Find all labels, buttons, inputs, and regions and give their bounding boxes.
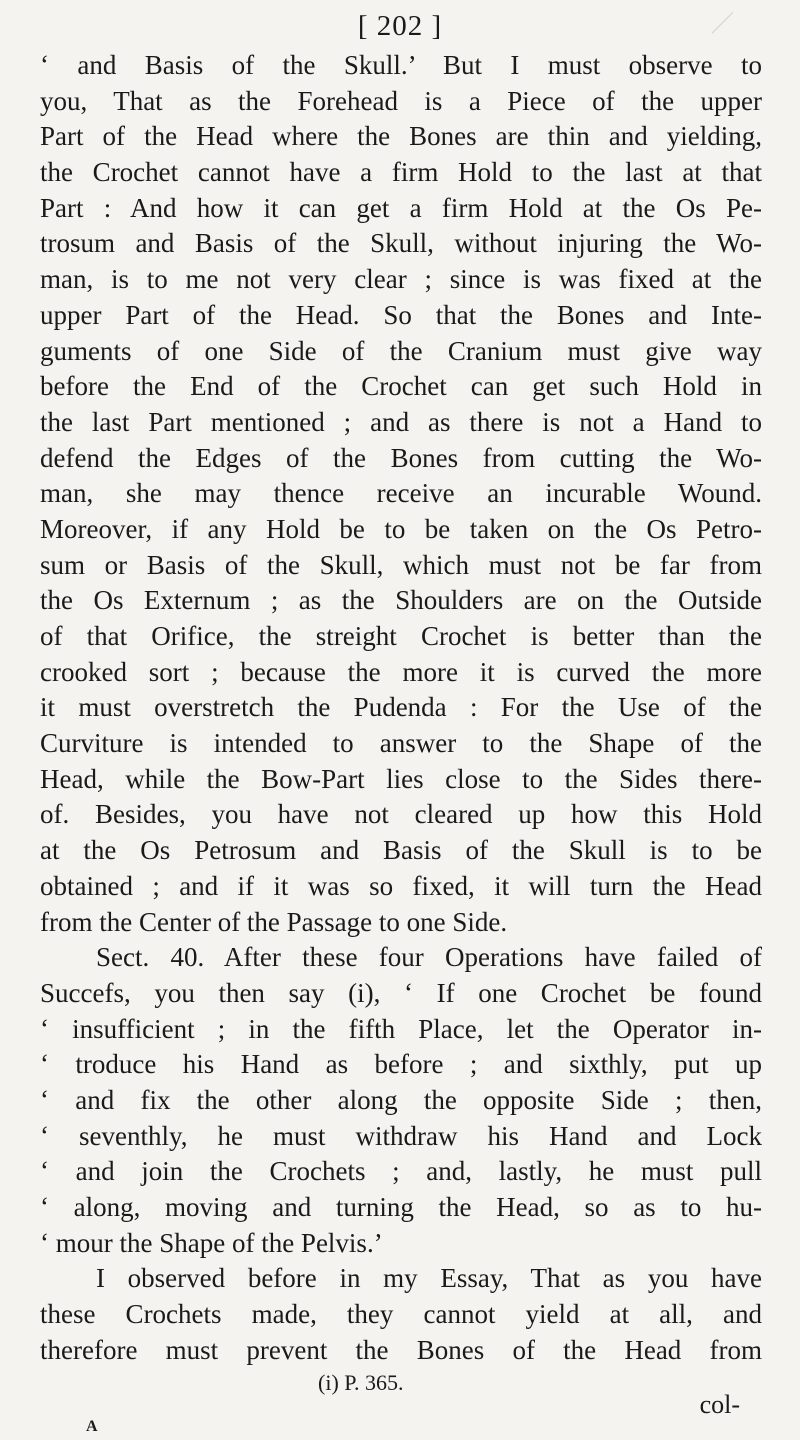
text-line: before the End of the Crochet can get such Hold in [40, 371, 762, 402]
text-line: you, That as the Forehead is a Piece of the upper [40, 85, 762, 116]
quoted-line: Succefs, you then say (i), ‘ If one Crochet be found [40, 977, 762, 1008]
footnote: (i) P. 365. [318, 1370, 404, 1395]
catchword: col- [699, 1390, 740, 1419]
text-line: Head, while the Bow-Part lies close to the Sides there- [40, 763, 762, 794]
signature-mark: A [86, 1418, 98, 1435]
text-line: defend the Edges of the Bones from cutting the Wo- [40, 442, 762, 473]
text-line: it must overstretch the Pudenda : For the Use of the [40, 692, 762, 723]
text-line: crooked sort ; because the more it is curved the more [40, 656, 762, 687]
quoted-line: ‘ insufficient ; in the fifth Place, let the Operator in- [40, 1013, 762, 1044]
quoted-line: ‘ mour the Shape of the Pelvis.’ [40, 1227, 383, 1258]
text-line: man, she may thence receive an incurable Wound. [40, 478, 762, 509]
text-line: Part : And how it can get a firm Hold at the Os Pe- [40, 192, 762, 223]
text-line: sum or Basis of the Skull, which must not be far from [40, 549, 762, 580]
text-line: ‘ and Basis of the Skull.’ But I must observe to [40, 50, 762, 80]
body-text [40, 48, 762, 1368]
quoted-line: ‘ and fix the other along the opposite Side ; then, [40, 1084, 762, 1115]
text-line: man, is to me not very clear ; since is was fixed at the [40, 264, 762, 295]
quoted-line: ‘ and join the Crochets ; and, lastly, he must pull [40, 1156, 762, 1187]
text-line: these Crochets made, they cannot yield at all, and [40, 1299, 762, 1330]
text-line: upper Part of the Head. So that the Bones and Inte- [40, 299, 762, 330]
text-line: Curviture is intended to answer to the Shape of the [40, 728, 762, 759]
text-line: obtained ; and if it was so fixed, it will turn the Head [40, 870, 762, 901]
text-line: guments of one Side of the Cranium must give way [40, 335, 762, 366]
text-line: of. Besides, you have not cleared up how this Hold [40, 799, 762, 830]
paragraph-first-line: I observed before in my Essay, That as you have [96, 1263, 762, 1294]
text-line: the Crochet cannot have a firm Hold to the last at that [40, 157, 762, 188]
text-line: at the Os Petrosum and Basis of the Skull is to be [40, 835, 762, 866]
text-line: Moreover, if any Hold be to be taken on the Os Petro- [40, 513, 762, 544]
text-line: Part of the Head where the Bones are thin and yielding, [40, 121, 762, 152]
text-line: the last Part mentioned ; and as there is not a Hand to [40, 406, 762, 437]
quoted-line: ‘ along, moving and turning the Head, so as to hu- [40, 1192, 762, 1222]
quoted-line: ‘ troduce his Hand as before ; and sixthly, put up [40, 1049, 762, 1080]
text-line: therefore must prevent the Bones of the Head from [40, 1334, 762, 1365]
text-line: of that Orifice, the streight Crochet is better than the [40, 621, 762, 651]
section-heading-line: Sect. 40. After these four Operations have failed of [96, 942, 762, 973]
text-line: trosum and Basis of the Skull, without injuring the Wo- [40, 228, 762, 259]
text-line: from the Center of the Passage to one Side. [40, 906, 508, 937]
quoted-line: ‘ seventhly, he must withdraw his Hand and Lock [40, 1120, 762, 1151]
text-line: the Os Externum ; as the Shoulders are on the Outside [40, 585, 762, 616]
page-number: [ 202 ] [357, 10, 443, 42]
